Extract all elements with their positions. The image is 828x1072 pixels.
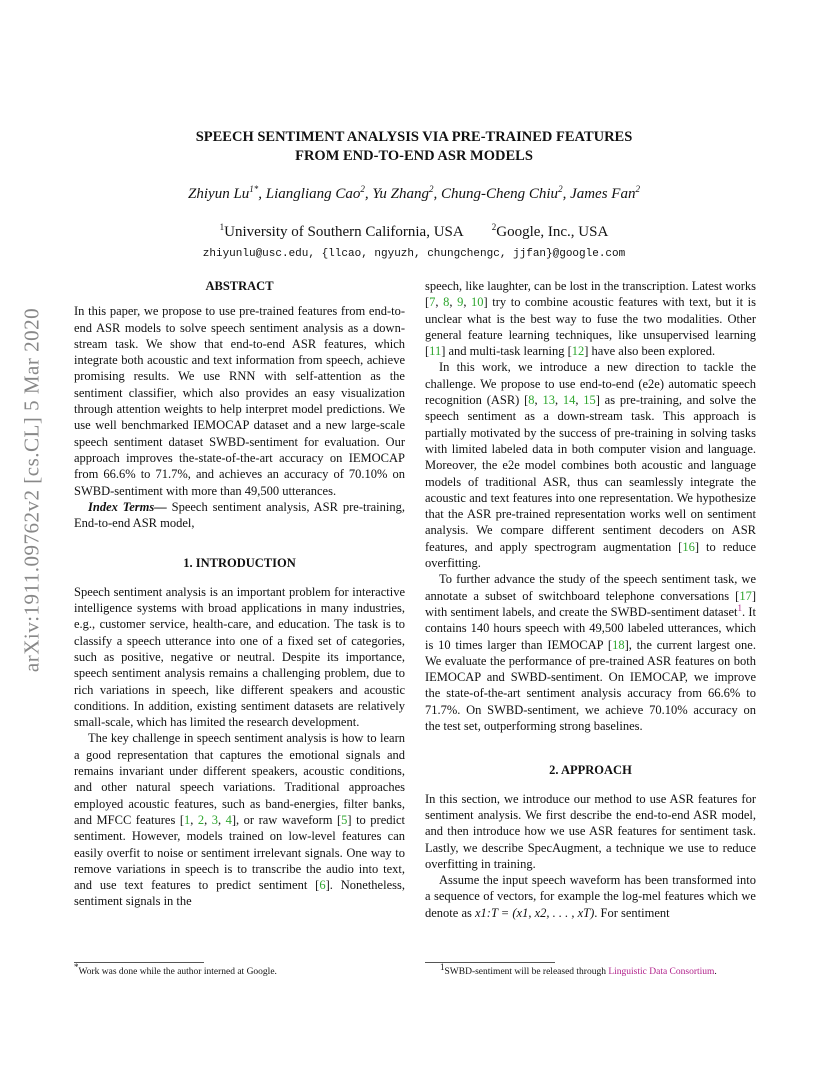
citation-link[interactable]: 14: [562, 393, 576, 408]
math-expression: x1:T = (x1, x2, . . . , xT): [474, 905, 595, 920]
author-mark: 2: [360, 184, 365, 194]
arxiv-identifier: arXiv:1911.09762v2 [cs.CL] 5 Mar 2020: [19, 307, 44, 673]
text-run: . It contains 140 hours speech with 49,500 labeled utterances, which is 10 times larger than IEMOCAP [: [425, 604, 756, 652]
author-name: Chung-Cheng Chiu: [440, 186, 559, 202]
author-emails: zhiyunlu@usc.edu, {llcao, ngyuzh, chungchengc, jjfan}@google.com: [202, 248, 626, 260]
citation-link[interactable]: 15: [583, 393, 596, 408]
title-line-1: SPEECH SENTIMENT ANALYSIS VIA PRE-TRAINED FEATURES: [195, 129, 633, 145]
text-run: ], or raw waveform [: [231, 812, 342, 827]
index-terms-text: Speech sentiment analysis, ASR pre-training, End-to-end ASR model,: [74, 499, 405, 531]
text-run: ] with sentiment labels, and create the SWBD-sentiment dataset: [425, 588, 756, 619]
citation-link[interactable]: 3: [211, 812, 219, 827]
affiliations: [0, 224, 828, 241]
left-column: [74, 278, 405, 910]
author-name: Zhiyun Lu: [188, 186, 250, 202]
citation-link[interactable]: 6: [319, 878, 326, 893]
footnote-text: Work was done while the author interned at Google.: [78, 967, 277, 977]
author-list: Zhiyun $Lu^{1*}$, Liangliang Cao$^2$, Yu Zhang$^2$, Chung-Cheng Chiu$^2$, James Fan$^2$: [188, 184, 640, 202]
affiliation-mark: 2: [491, 222, 497, 232]
footnote-right: [440, 961, 717, 978]
arxiv-side-stamp: [20, 290, 44, 690]
intro-paragraph-4: In this work, we introduce a new direction to tackle the challenge. We propose to use end-to-end (e2e) automatic speech recognition (ASR) [8, 13, 14, 15] as pre-training, and solve the speech sentiment as a down-stream task. This approach is partially motivated by the success of pre-training in solving tasks with limited labeled data in both computer vision and language. Moreover, the e2e model combines both acoustic and language models of traditional ASR, thus can seamlessly integrate the acoustic and text features into one representation. We hypothesize that the ASR pre-trained representation works well on sentiment analysis. We compare different sentiment decoders on ASR features, and apply spectrogram augmentation [16] to reduce overfitting.: [425, 360, 757, 571]
author-mark: 2: [428, 184, 434, 194]
approach-heading: 2. APPROACH: [549, 763, 632, 778]
text-run: Assume the input speech waveform has been transformed into a sequence of vectors, for example the log-mel features which we denote as: [425, 873, 756, 920]
footnote-mark: 1: [440, 961, 445, 972]
text-run: ] to reduce overfitting.: [425, 539, 756, 571]
abstract-heading: ABSTRACT: [205, 279, 274, 293]
citation-link[interactable]: 18: [612, 637, 625, 652]
right-column: [425, 278, 756, 921]
footnote-text: SWBD-sentiment will be released through: [444, 967, 609, 977]
citation-link[interactable]: 9: [457, 295, 464, 310]
intro-heading: 1. INTRODUCTION: [183, 556, 296, 571]
citation-link[interactable]: 8: [528, 393, 535, 408]
text-run: The key challenge in speech sentiment analysis is how to learn a good representation that captures the emotional signals and remains invariant under different speakers, acoustic conditions, and other natural speech variations. Traditional approaches employed acoustic features, such as band-energies, filter banks, and MFCC features [: [74, 731, 405, 827]
footnote-left: [74, 961, 277, 978]
index-terms: [74, 499, 405, 532]
text-run: ]. Nonetheless, sentiment signals in the: [74, 878, 405, 909]
footnote-end: .: [714, 967, 717, 977]
citation-link[interactable]: 11: [429, 344, 442, 359]
text-run: To further advance the study of the speech sentiment task, we annotate a subset of switchboard telephone conversations [: [425, 572, 756, 603]
footnote-rule-left: [74, 962, 204, 963]
title-line-2: FROM END-TO-END ASR MODELS: [295, 148, 533, 164]
citation-link[interactable]: 1: [184, 812, 191, 827]
text-run: ], the current largest one. We evaluate the performance of pre-trained ASR features on both IEMOCAP and SWBD-sentiment. On IEMOCAP, we improve the state-of-the-art sentiment analysis accuracy from 66.6% to 71.7%. On SWBD-sentiment, we achieve 70.10% accuracy on the test set, outperforming strong baselines.: [425, 637, 756, 734]
citation-link[interactable]: 13: [542, 393, 555, 408]
text-run: ] try to combine acoustic features with text, but it is unclear what is the best way to fuse the two modalities. Other general feature learning techniques, like unsupervised learning [: [425, 295, 756, 359]
citation-link[interactable]: 4: [225, 812, 232, 827]
citation-link[interactable]: 12: [571, 344, 585, 359]
text-run: ] as pre-training, and solve the speech sentiment as a down-stream task. This approach is partially motivated by the success of pre-training in solving tasks with limited labeled data in both computer vision and language. Moreover, the e2e model combines both acoustic and language models of traditional ASR, thus can seamlessly integrate the acoustic and text features into one representation. We hypothesize that the ASR pre-trained representation works well on sentiment analysis. We compare different sentiment decoders on ASR features, and apply spectrogram augmentation [: [425, 393, 757, 554]
text-run: ] and multi-task learning [: [441, 344, 572, 359]
citation-link[interactable]: 5: [341, 812, 348, 827]
affiliation-name: University of Southern California, USA: [224, 224, 464, 240]
citation-link[interactable]: 2: [197, 812, 205, 827]
affiliation-name: Google, Inc., USA: [496, 224, 609, 240]
author-mark: 1*: [249, 184, 259, 194]
approach-paragraph-2: [425, 872, 756, 921]
footnote-mark: *: [74, 961, 79, 972]
index-terms-label: Index Terms—: [88, 499, 167, 514]
citation-link[interactable]: 8: [443, 295, 450, 310]
text-run: . For sentiment: [594, 905, 670, 920]
author-name: Liangliang Cao: [265, 186, 361, 202]
text-run: speech, like laughter, can be lost in the transcription. Latest works [: [425, 279, 756, 310]
approach-paragraph-1: In this section, we introduce our method to use ASR features for sentiment analysis. We first describe the end-to-end ASR model, and then introduce how we use ASR features for sentiment task. Lastly, we describe SpecAugment, a technique we use to reduce overfitting in training.: [425, 791, 756, 871]
author-mark: 2: [558, 184, 563, 194]
citation-link[interactable]: 16: [682, 539, 695, 554]
citation-link[interactable]: 10: [471, 295, 484, 310]
text-run: ] to predict sentiment. However, models trained on low-level features can easily overfit to noise or sentiment irrelevant signals. One way to remove variations in speech is to transcribe the audio into text, and use text features to predict sentiment [: [74, 812, 406, 893]
ldc-link[interactable]: Linguistic Data Consortium: [608, 967, 715, 977]
footnote-link[interactable]: 1: [737, 602, 742, 613]
author-mark: 2: [635, 184, 640, 194]
intro-paragraph-3: speech, like laughter, can be lost in the transcription. Latest works [7, 8, 9, 10] try to combine acoustic features with text, but it is unclear what is the best way to fuse the two modalities. Other general feature learning techniques, like unsupervised learning [11] and multi-task learning [12] have also been explored.: [425, 279, 756, 359]
citation-link[interactable]: 7: [429, 295, 436, 310]
citation-link[interactable]: 17: [739, 588, 752, 603]
text-run: ] have also been explored.: [584, 344, 716, 359]
intro-paragraph-1: Speech sentiment analysis is an important problem for interactive intelligence systems with broad applications in many industries, e.g., customer service, health-care, and education. The task is to classify a speech utterance into one of a fixed set of categories, such as positive, negative or neutral. Despite its importance, speech sentiment analysis remains a challenging problem, due to rich variations in speech, like different speakers and acoustic conditions. In addition, existing sentiment datasets are relatively small-scale, which has limited the research development.: [74, 584, 405, 730]
intro-paragraph-5: [425, 571, 756, 734]
intro-paragraph-2: The key challenge in speech sentiment analysis is how to learn a good representation that captures the emotional signals and remains invariant under different speakers, acoustic conditions, and other natural speech variations. Traditional approaches employed acoustic features, such as band-energies, filter banks, and MFCC features [1, 2, 3, 4], or raw waveform [5] to predict sentiment. However, models trained on low-level features can easily overfit to noise or sentiment irrelevant signals. One way to remove variations in speech is to transcribe the audio into text, and use text features to predict sentiment [6]. Nonetheless, sentiment signals in the: [74, 731, 406, 909]
author-name: James Fan: [570, 186, 636, 202]
paper-title: [0, 128, 828, 166]
affiliation-mark: 1: [219, 222, 225, 232]
text-run: In this work, we introduce a new direction to tackle the challenge. We propose to use end-to-end (e2e) automatic speech recognition (ASR) [: [425, 360, 756, 408]
abstract-text: In this paper, we propose to use pre-trained features from end-to-end ASR models to solve speech sentiment analysis as a down-stream task. We show that end-to-end ASR features, which integrate both acoustic and text information from speech, achieve promising results. We use RNN with self-attention as the sentiment classifier, which also provides an easy visualization through attention weights to help interpret model predictions. We use well benchmarked IEMOCAP dataset and a new large-scale speech sentiment dataset SWBD-sentiment for evaluation. Our approach improves the-state-of-the-art accuracy on IEMOCAP from 66.6% to 71.7%, and achieves an accuracy of 70.10% on SWBD-sentiment with more than 49,500 utterances.: [74, 304, 405, 498]
author-name: Yu Zhang: [372, 186, 429, 202]
